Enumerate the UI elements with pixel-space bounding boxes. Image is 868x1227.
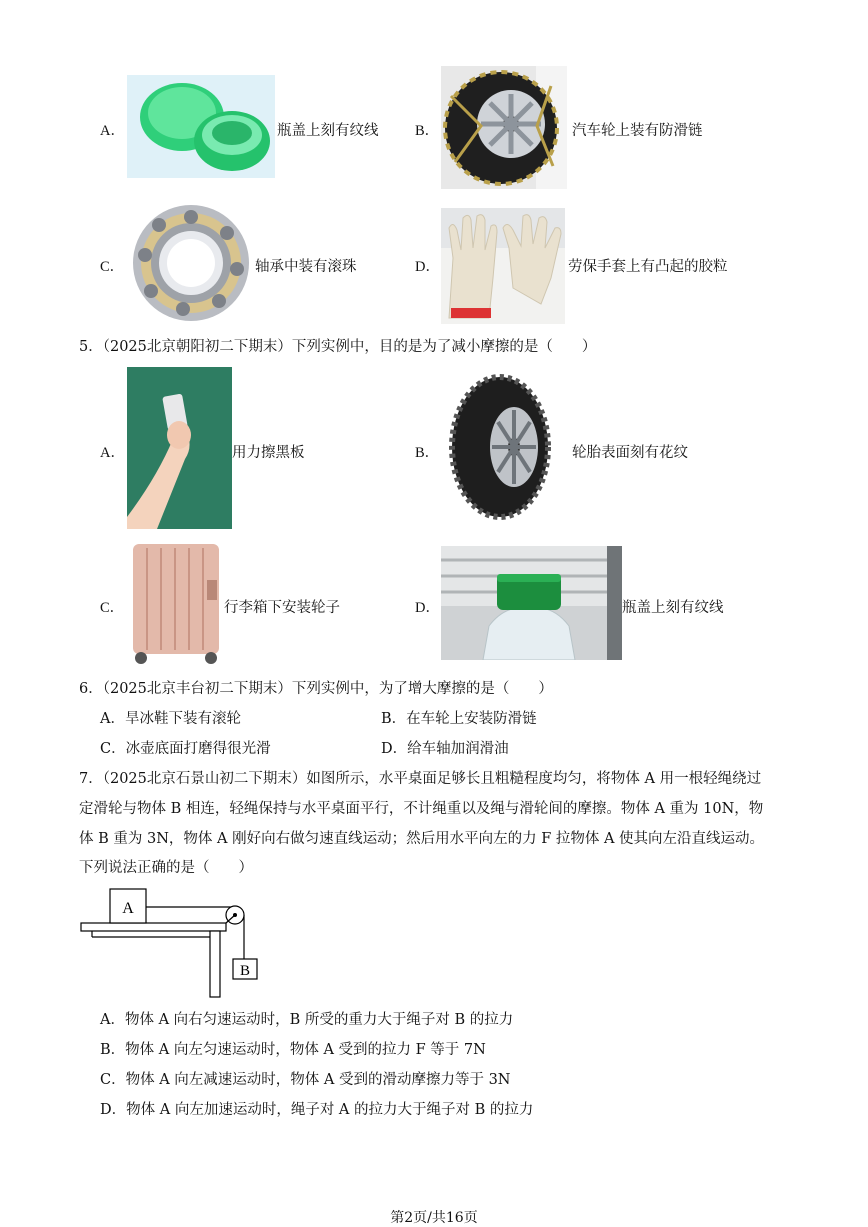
block-a-label: A — [122, 900, 134, 917]
q4-option-b-letter: B． — [415, 123, 440, 139]
q4-option-d-letter: D． — [415, 259, 440, 275]
q5-option-c-text: 行李箱下安装轮子 — [224, 600, 340, 616]
q7-option-a: A．物体 A 向右匀速运动时，B 所受的重力大于绳子对 B 的拉力 — [100, 1012, 514, 1028]
q4-option-d-text: 劳保手套上有凸起的胶粒 — [568, 259, 728, 275]
q5-option-c-letter: C． — [100, 600, 125, 616]
page-footer: 第2页/共16页 — [390, 1210, 478, 1226]
q5-option-a-letter: A． — [100, 445, 125, 461]
pulley-table-diagram — [78, 885, 258, 1001]
q4-option-b-text: 汽车轮上装有防滑链 — [572, 123, 703, 139]
green-bottle-caps-image — [127, 75, 275, 178]
q6-option-b: B．在车轮上安装防滑链 — [381, 711, 537, 727]
q7-stem-line-3: 体 B 重为 3N，物体 A 刚好向右做匀速直线运动；然后用水平向左的力 F 拉物体 A 使其向左沿直线运动。 — [79, 831, 765, 847]
q7-option-c: C．物体 A 向左减速运动时，物体 A 受到的滑动摩擦力等于 3N — [100, 1072, 511, 1088]
tire-with-snow-chain-image — [441, 66, 567, 189]
q5-option-a-text: 用力擦黑板 — [232, 445, 305, 461]
hand-wiping-blackboard-image — [127, 367, 232, 529]
q4-option-a-letter: A． — [100, 123, 125, 139]
q4-option-a-text: 瓶盖上刻有纹线 — [277, 123, 379, 139]
q4-option-c-letter: C． — [100, 259, 125, 275]
q7-stem-line-4: 下列说法正确的是（ ） — [79, 860, 253, 876]
q6-option-d: D．给车轴加润滑油 — [381, 741, 509, 757]
treaded-tire-image — [448, 374, 552, 520]
q6-option-a: A．旱冰鞋下装有滚轮 — [100, 711, 241, 727]
q6-stem: 6．（2025北京丰台初二下期末）下列实例中，为了增大摩擦的是（ ） — [79, 681, 553, 697]
q4-option-c-text: 轴承中装有滚珠 — [255, 259, 357, 275]
q5-option-d-letter: D． — [415, 600, 440, 616]
block-b-label: B — [239, 963, 251, 979]
q7-option-b: B．物体 A 向左匀速运动时，物体 A 受到的拉力 F 等于 7N — [100, 1042, 486, 1058]
q7-stem-line-2: 定滑轮与物体 B 相连，轻绳保持与水平桌面平行，不计绳重以及绳与滑轮间的摩擦。物体 A 重为 10N，物 — [79, 801, 764, 817]
ball-bearing-image — [127, 197, 252, 327]
q5-option-b-text: 轮胎表面刻有花纹 — [572, 445, 688, 461]
q5-option-b-letter: B． — [415, 445, 440, 461]
rolling-suitcase-image — [127, 540, 223, 665]
q7-stem-line-1: 7．（2025北京石景山初二下期末）如图所示，水平桌面足够长且粗糙程度均匀，将物体 A 用一根轻绳绕过 — [79, 771, 762, 787]
q5-option-d-text: 瓶盖上刻有纹线 — [622, 600, 724, 616]
bottle-with-green-cap-image — [441, 546, 622, 660]
q5-stem: 5．（2025北京朝阳初二下期末）下列实例中，目的是为了减小摩擦的是（ ） — [79, 339, 597, 355]
q7-option-d: D．物体 A 向左加速运动时，绳子对 A 的拉力大于绳子对 B 的拉力 — [100, 1102, 534, 1118]
work-gloves-image — [441, 208, 565, 324]
q6-option-c: C．冰壶底面打磨得很光滑 — [100, 741, 271, 757]
